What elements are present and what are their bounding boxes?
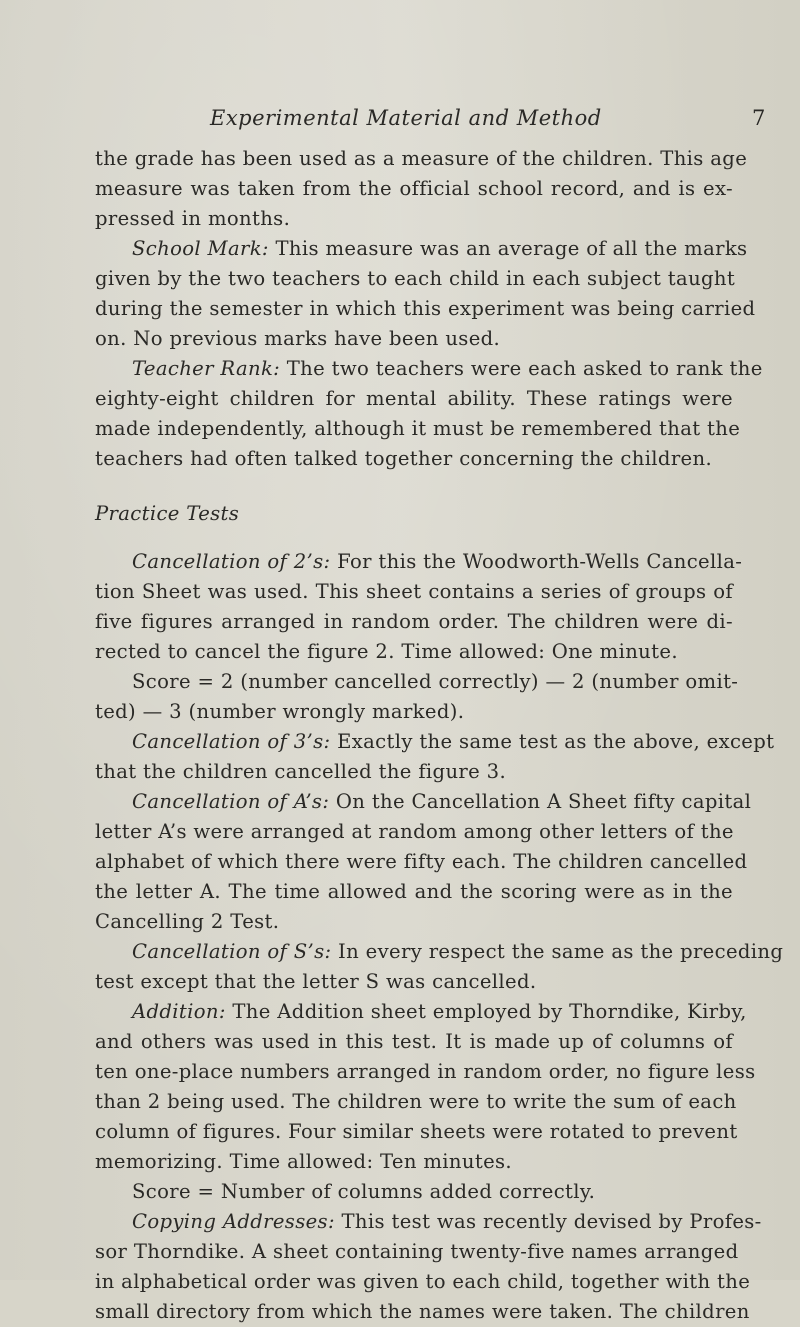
text-line: Score = Number of columns added correctly.: [132, 1180, 596, 1203]
text-line: column of figures. Four similar sheets were rotated to prevent: [95, 1120, 738, 1143]
paragraph-label: Copying Addresses:: [132, 1210, 335, 1233]
paragraph-addition-score: [95, 1177, 733, 1207]
text-line: test except that the letter S was cancelled.: [95, 970, 537, 993]
paragraph-cancellation-a: [95, 787, 752, 937]
text-run: The two teachers were each asked to rank the: [280, 357, 763, 380]
text-run: For this the Woodworth-Wells Cancella-: [330, 550, 743, 573]
text-line: [95, 354, 763, 384]
text-line: teachers had often talked together concerning the children.: [95, 447, 713, 470]
text-line: and others was used in this test. It is made up of columns of: [95, 1030, 733, 1053]
text-run: In every respect the same as the preceding: [331, 940, 784, 963]
text-line: [95, 234, 748, 264]
text-run: The Addition sheet employed by Thorndike, Kirby,: [225, 1000, 747, 1023]
text-line: [95, 997, 747, 1027]
text-line: [95, 787, 752, 817]
text-line: during the semester in which this experiment was being carried: [95, 297, 756, 320]
text-line: than 2 being used. The children were to write the sum of each: [95, 1090, 737, 1113]
text-line: sor Thorndike. A sheet containing twenty-five names arranged: [95, 1240, 739, 1263]
text-line: on. No previous marks have been used.: [95, 327, 501, 350]
text-line: that the children cancelled the figure 3.: [95, 760, 507, 783]
text-line: ten one-place numbers arranged in random order, no figure less: [95, 1060, 756, 1083]
running-head: Experimental Material and Method: [210, 106, 602, 130]
text-line: five figures arranged in random order. The children were di-: [95, 610, 733, 633]
text-line: tion Sheet was used. This sheet contains a series of groups of: [95, 580, 733, 603]
text-run: On the Cancellation A Sheet fifty capital: [329, 790, 752, 813]
paragraph-addition: [95, 997, 756, 1177]
text-line: pressed in months.: [95, 207, 291, 230]
page-header: [0, 106, 800, 142]
paragraph-label: School Mark:: [132, 237, 269, 260]
paragraph-label: Teacher Rank:: [132, 357, 281, 380]
page-number: 7: [752, 106, 766, 130]
paragraph-label: Addition:: [132, 1000, 226, 1023]
paragraph-cancellation-3: [95, 727, 775, 787]
text-run: This measure was an average of all the marks: [268, 237, 748, 260]
section-heading: Practice Tests: [95, 502, 240, 525]
paragraph-cancellation-2: [95, 547, 743, 667]
text-run: Exactly the same test as the above, except: [330, 730, 775, 753]
text-line: measure was taken from the official school record, and is ex-: [95, 177, 733, 200]
text-line: Cancelling 2 Test.: [95, 910, 280, 933]
text-line: made independently, although it must be remembered that the: [95, 417, 741, 440]
paragraph-label: Cancellation of A’s:: [132, 790, 330, 813]
text-line: [95, 547, 743, 577]
paragraph-copying-addresses: [95, 1207, 762, 1327]
text-line: the letter A. The time allowed and the scoring were as in the: [95, 880, 733, 903]
paragraph-teacher-rank: [95, 354, 763, 474]
text-line: [95, 937, 784, 967]
text-run: This test was recently devised by Profes-: [334, 1210, 762, 1233]
text-line: [95, 727, 775, 757]
text-line: letter A’s were arranged at random among other letters of the: [95, 820, 734, 843]
text-line: given by the two teachers to each child in each subject taught: [95, 267, 736, 290]
body-text: [95, 144, 784, 1327]
text-line: the grade has been used as a measure of the children. This age: [95, 147, 748, 170]
text-line: eighty-eight children for mental ability. These ratings were: [95, 387, 733, 410]
paragraph-score-formula: [95, 667, 739, 727]
paragraph-label: Cancellation of 2’s:: [132, 550, 331, 573]
paragraph-label: Cancellation of S’s:: [132, 940, 332, 963]
text-line: rected to cancel the figure 2. Time allowed: One minute.: [95, 640, 678, 663]
text-line: memorizing. Time allowed: Ten minutes.: [95, 1150, 513, 1173]
text-line: ted) — 3 (number wrongly marked).: [95, 700, 465, 723]
text-line: in alphabetical order was given to each child, together with the: [95, 1270, 751, 1293]
text-line: [95, 1207, 762, 1237]
text-line: alphabet of which there were fifty each. The children cancelled: [95, 850, 748, 873]
paragraph-label: Cancellation of 3’s:: [132, 730, 331, 753]
paragraph-school-mark: [95, 234, 756, 354]
paragraph-cancellation-s: [95, 937, 784, 997]
paragraph-age-measure: [95, 144, 748, 234]
text-line: Score = 2 (number cancelled correctly) — 2 (number omit-: [132, 670, 739, 693]
text-line: small directory from which the names were taken. The children: [95, 1300, 750, 1323]
